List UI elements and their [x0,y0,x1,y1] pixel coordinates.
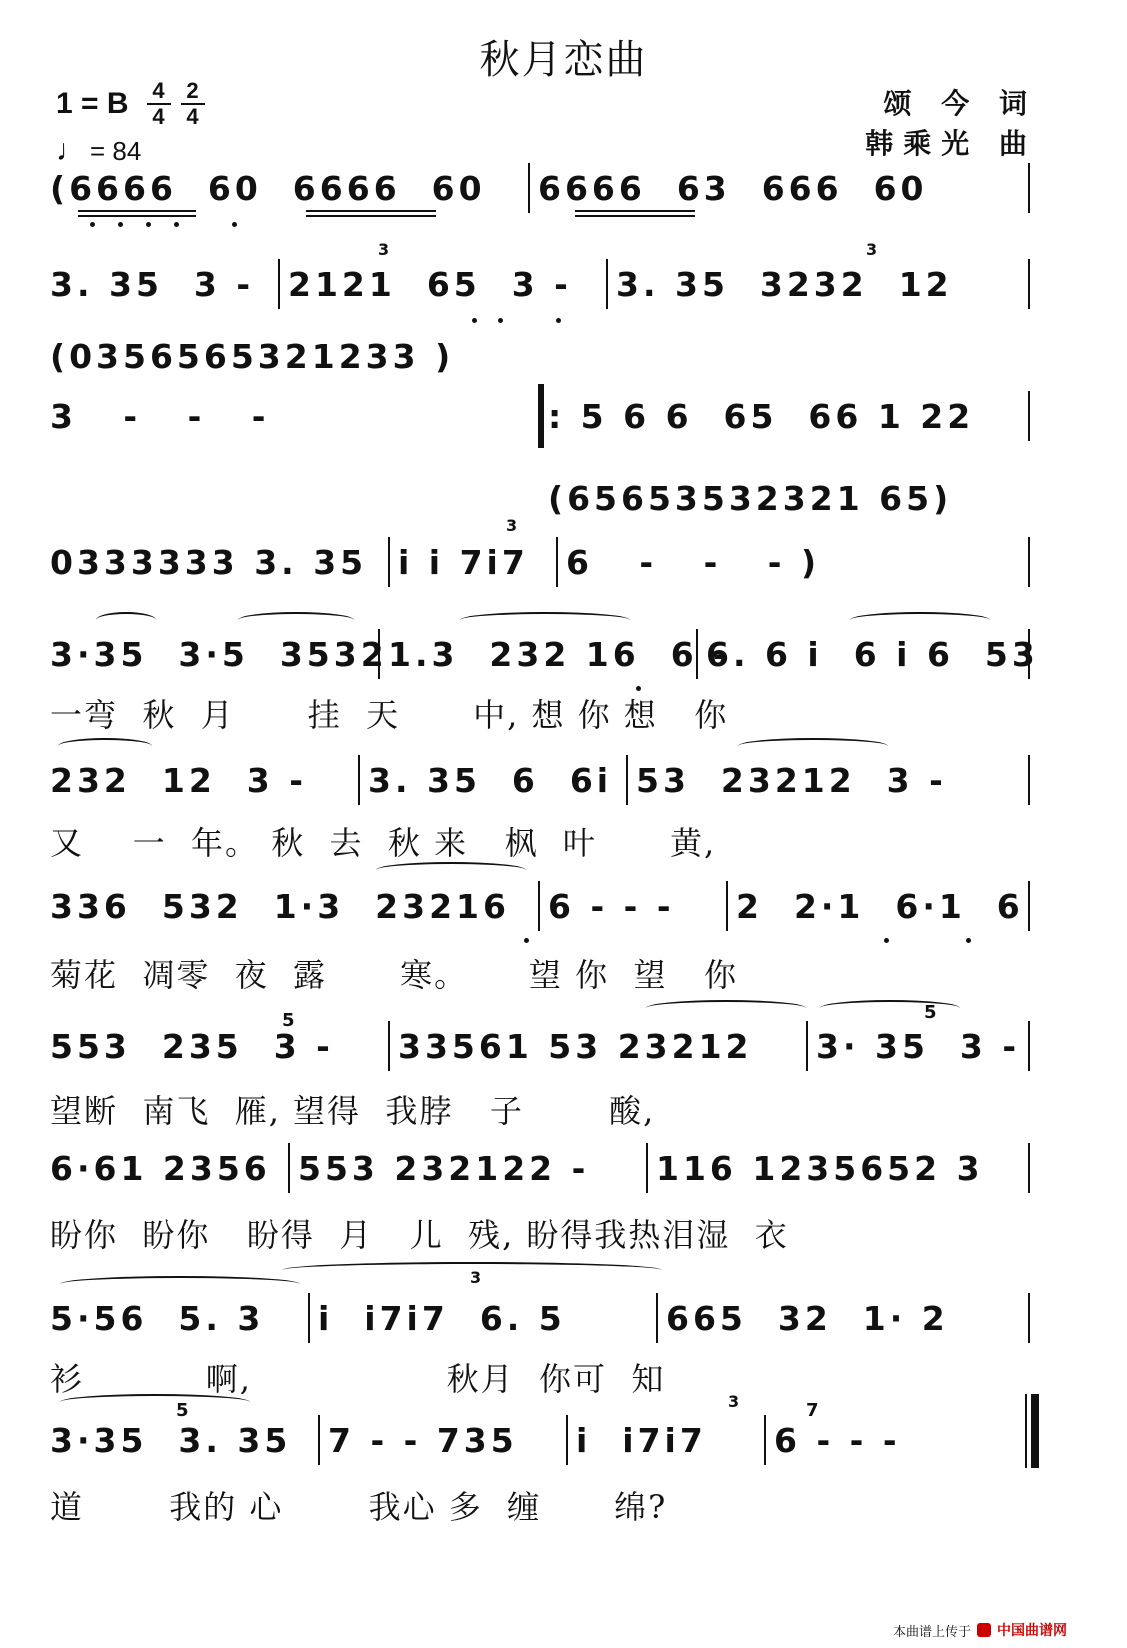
barline [1028,1021,1030,1071]
barline [1028,629,1030,679]
measure-3-4: 6666 63 666 60 [538,168,928,208]
barline [1028,537,1030,587]
final-barline-thin [1025,1394,1027,1468]
triplet-mark: 3 [866,240,878,259]
beam-line [575,210,695,212]
footer-text: 本曲谱上传于 [892,1624,971,1640]
barline [806,1021,808,1071]
measure: 1.3 232 16 6 - [388,634,731,674]
barline [1028,259,1030,309]
slur [376,862,526,878]
measure: 336 532 1·3 23216 [50,886,510,926]
barline [388,537,390,587]
octave-dot [556,318,561,323]
measure: 232 12 3 - [50,760,307,800]
barline [556,537,558,587]
score-line-10 [50,1016,1030,1076]
lyrics-line-1: 一弯 秋 月 挂 天 中, 想 你 想 你 [50,696,729,734]
octave-dot [966,938,971,943]
measure-1-2: (6666 60 6666 60 [50,168,486,208]
measure: 5·56 5. 3 [50,1298,265,1338]
barline [308,1293,310,1343]
barline [726,881,728,931]
measure: : 5 6 6 65 66 1 22 [548,396,975,436]
octave-dot [118,222,123,227]
measure: 3. 35 6 6i [368,760,613,800]
measure: 6 - - - [774,1420,901,1460]
score-line-13 [50,1410,1030,1470]
barline [696,629,698,679]
barline [764,1415,766,1465]
lyrics-line-2: 又 一 年。 秋 去 秋 来 枫 叶 黄, [50,824,717,862]
barline [646,1143,648,1193]
time-signature-2-4: 2 4 [181,80,205,128]
measure: 53 23212 3 - [636,760,947,800]
score-line-3 [50,326,1030,386]
barline [358,755,360,805]
measure: i i7i7 6. 5 [318,1298,566,1338]
measure: 553 235 3 - [50,1026,334,1066]
beam-line [306,215,436,217]
barline [278,259,280,309]
key-signature [56,80,205,128]
octave-dot [174,222,179,227]
interlude: (0356565321233 ) [50,336,455,376]
score-line-1 [50,158,1030,218]
grace-note: 5 [176,1400,189,1421]
measure: 3·35 3. 35 [50,1420,292,1460]
barline [626,755,628,805]
lyrics-line-3: 菊花 凋零 夜 露 寒。 望 你 望 你 [50,956,738,994]
measure: 2121 65 3 - [288,264,572,304]
barline [538,881,540,931]
barline [1028,1293,1030,1343]
barline [528,163,530,213]
slur [58,738,152,754]
score-line-7 [50,624,1039,684]
slur [282,1262,662,1278]
barline [378,629,380,679]
credits [865,84,1037,164]
slur [60,1394,250,1410]
time-signatures [147,80,205,128]
score-line-12 [50,1288,1030,1348]
measure: 665 32 1· 2 [666,1298,949,1338]
grace-note: 7 [806,1400,819,1421]
barline [1028,391,1030,441]
score-line-6 [50,532,1030,592]
measure: 6. 6 i 6 i 6 53 [706,634,1039,674]
lyrics-line-6: 衫 啊, 秋月 你可 知 [50,1360,666,1398]
slur [238,612,354,628]
barline [1028,163,1030,213]
barline [566,1415,568,1465]
quarter-note-icon: ♩ [56,134,86,167]
measure: 3 - - - [50,396,270,436]
triplet-mark: 3 [378,240,390,259]
page-title: 秋月恋曲 [479,37,648,83]
score-line-2 [50,254,1030,314]
slur [850,612,990,628]
beam-line [306,210,436,212]
barline [388,1021,390,1071]
grace-note: 5 [924,1002,937,1023]
measure: 2 2·1 6·1 6 [736,886,1024,926]
site-logo-icon [977,1623,991,1637]
lyrics-line-7: 道 我的 心 我心 多 缠 绵? [50,1488,668,1526]
tempo-marking: ♩ = 84 [56,134,142,167]
octave-dot [146,222,151,227]
beam-line [78,210,196,212]
grace-note: 5 [282,1010,295,1031]
key-tempo-block [56,80,205,168]
octave-dot [90,222,95,227]
triplet-mark: 3 [728,1392,740,1411]
measure: 7 - - 735 [328,1420,518,1460]
octave-dot [232,222,237,227]
measure: 116 1235652 3 [656,1148,984,1188]
score-line-11 [50,1138,1030,1198]
time-signature-4-4: 4 4 [147,80,171,128]
slur [60,1276,300,1292]
slur [646,1000,806,1016]
octave-dot [498,318,503,323]
measure: 3· 35 3 - [816,1026,1021,1066]
interlude: (65653532321 65) [548,478,953,518]
octave-dot [524,938,529,943]
lyrics-line-4: 望断 南飞 雁, 望得 我脖 子 酸, [50,1092,656,1130]
barline [1028,1143,1030,1193]
measure: 3. 35 3232 12 [616,264,953,304]
measure: 6·61 2356 [50,1148,271,1188]
final-barline-thick [1031,1394,1039,1468]
measure: 0333333 3. 35 [50,542,368,582]
barline [1028,881,1030,931]
lyrics-line-5: 盼你 盼你 盼得 月 儿 残, 盼得我热泪湿 衣 [50,1216,789,1254]
measure: i i7i7 [576,1420,707,1460]
score-line-5 [548,468,1028,528]
measure: 6 - - - ) [566,542,821,582]
beam-line [575,215,695,217]
slur [738,738,888,754]
measure: 3·35 3·5 3532 [50,634,388,674]
triplet-mark: 3 [506,516,518,535]
score-line-9 [50,876,1030,936]
measure: 6 - - - [548,886,675,926]
measure: i i 7i7 [398,542,529,582]
beam-line [78,215,196,217]
site-logo[interactable]: 中国曲谱网 [997,1623,1067,1639]
barline [288,1143,290,1193]
triplet-mark: 3 [470,1268,482,1287]
measure: 3. 35 3 - [50,264,255,304]
octave-dot [884,938,889,943]
slur [460,612,630,628]
barline [318,1415,320,1465]
octave-dot [636,686,641,691]
barline [606,259,608,309]
octave-dot [472,318,477,323]
barline [656,1293,658,1343]
measure: 553 232122 - [298,1148,590,1188]
composer-credit: 韩乘光 曲 [865,127,1037,160]
barline [1028,755,1030,805]
measure: 33561 53 23212 [398,1026,753,1066]
lyricist-credit: 颂 今 词 [883,87,1037,120]
score-line-8 [50,750,1030,810]
footer-watermark [893,1620,1067,1640]
key-label: 1 = B [56,87,129,120]
repeat-sign [538,384,544,448]
slur [820,1000,960,1016]
slur [96,612,156,628]
